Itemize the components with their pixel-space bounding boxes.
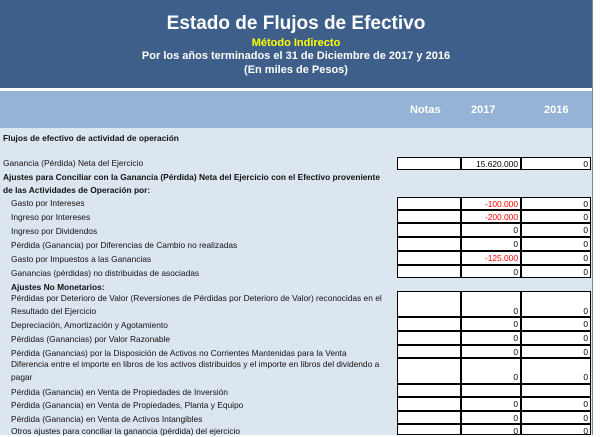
cell-2017[interactable]: 0 [461,345,521,358]
cell-notas[interactable] [397,358,461,384]
cell-2016[interactable] [521,384,591,397]
cell-2016[interactable]: 0 [521,317,591,331]
cell-notas[interactable] [397,291,461,317]
cell-2017[interactable]: 15.620.000 [461,157,521,170]
cell-2017[interactable] [461,384,521,397]
row-label: Pérdida (Ganancia) por Diferencias de Cambio no realizadas [11,240,238,250]
row-label: Pérdida (Ganancia) en Venta de Propiedades de Inversión [11,387,228,397]
cell-2016[interactable]: 0 [521,237,591,251]
row-label: Ganancia (Pérdida) Neta del Ejercicio [3,158,144,168]
statement-title: Estado de Flujos de Efectivo [166,13,426,34]
units-text: (En miles de Pesos) [244,64,348,76]
row-label: Gasto por Intereses [11,198,85,208]
row-label: Ingreso por Intereses [11,212,91,222]
cell-notas[interactable] [397,384,461,397]
cell-2016[interactable]: 0 [521,424,591,435]
cell-2016[interactable]: 0 [521,223,591,237]
cell-notas[interactable] [397,251,461,265]
cell-2016[interactable]: 0 [521,331,591,345]
method-subtitle: Método Indirecto [251,37,341,49]
cell-notas[interactable] [397,223,461,237]
row-label: Pérdida (Ganancia) en Venta de Activos Intangibles [11,414,203,424]
cell-2017[interactable]: 0 [461,411,521,424]
cell-2016[interactable]: 0 [521,157,591,170]
cell-notas[interactable] [397,157,461,170]
ajustes-title: Ajustes para Conciliar con la Ganancia (Pérdida) Neta del Ejercicio con el Efectivo proveniente de las Actividades de Operación por: [3,172,380,195]
cell-2016[interactable]: 0 [521,265,591,278]
cell-2016[interactable]: 0 [521,411,591,424]
row-label: Depreciación, Amortización y Agotamiento [11,320,168,330]
section-title: Flujos de efectivo de actividad de operación [3,133,179,143]
column-header-2016: 2016 [544,104,569,116]
cell-2016[interactable]: 0 [521,345,591,358]
cell-notas[interactable] [397,317,461,331]
cell-2016[interactable]: 0 [521,358,591,384]
cell-2016[interactable]: 0 [521,210,591,223]
column-header-notas: Notas [410,104,441,116]
row-label: Ganancias (pérdidas) no distribuidas de asociadas [11,268,200,278]
cell-2017[interactable]: 0 [461,265,521,278]
row-label: Diferencia entre el importe en libros de los activos distribuidos y el importe en libros del dividendo a pagar [11,359,380,382]
cell-2017[interactable]: 0 [461,424,521,435]
column-header-row [0,91,592,128]
cell-2017[interactable]: 0 [461,358,521,384]
row-label: Pérdida (Ganancias) por la Disposición de Activos no Corrientes Mantenidas para la Venta [11,348,347,358]
cell-2017[interactable]: 0 [461,397,521,411]
cell-notas[interactable] [397,210,461,223]
cell-2017[interactable]: -125.000 [461,251,521,265]
cell-notas[interactable] [397,424,461,435]
period-text: Por los años terminados el 31 de Diciembre de 2017 y 2016 [141,50,451,62]
row-label: Pérdidas por Deterioro de Valor (Reversiones de Pérdidas por Deterioro de Valor) reconocidas en el Resultado del Ejercicio [11,293,382,316]
cell-2017[interactable]: 0 [461,223,521,237]
cell-2017[interactable]: -100.000 [461,197,521,210]
cell-2017[interactable]: 0 [461,317,521,331]
cell-notas[interactable] [397,197,461,210]
row-label: Pérdida (Ganancia) en Venta de Propiedades, Planta y Equipo [11,400,244,410]
cell-2016[interactable]: 0 [521,251,591,265]
cell-2017[interactable]: -200.000 [461,210,521,223]
cell-notas[interactable] [397,345,461,358]
cell-2016[interactable]: 0 [521,397,591,411]
subsection-title: Ajustes No Monetarios: [11,282,105,292]
row-label: Pérdidas (Ganancias) por Valor Razonable [11,334,171,344]
cell-notas[interactable] [397,397,461,411]
cell-notas[interactable] [397,265,461,278]
sheet-right-edge [592,0,600,435]
column-header-2017: 2017 [471,104,496,116]
cell-notas[interactable] [397,411,461,424]
cell-2016[interactable]: 0 [521,291,591,317]
statement-header [0,0,592,88]
row-label: Ingreso por Dividendos [11,226,98,236]
cell-2017[interactable]: 0 [461,331,521,345]
cell-2016[interactable]: 0 [521,197,591,210]
row-label: Gasto por Impuestos a las Ganancias [11,254,152,264]
cell-notas[interactable] [397,237,461,251]
cell-notas[interactable] [397,331,461,345]
row-label: Otros ajustes para conciliar la ganancia (pérdida) del ejercicio [11,426,241,436]
cell-2017[interactable]: 0 [461,291,521,317]
cell-2017[interactable]: 0 [461,237,521,251]
